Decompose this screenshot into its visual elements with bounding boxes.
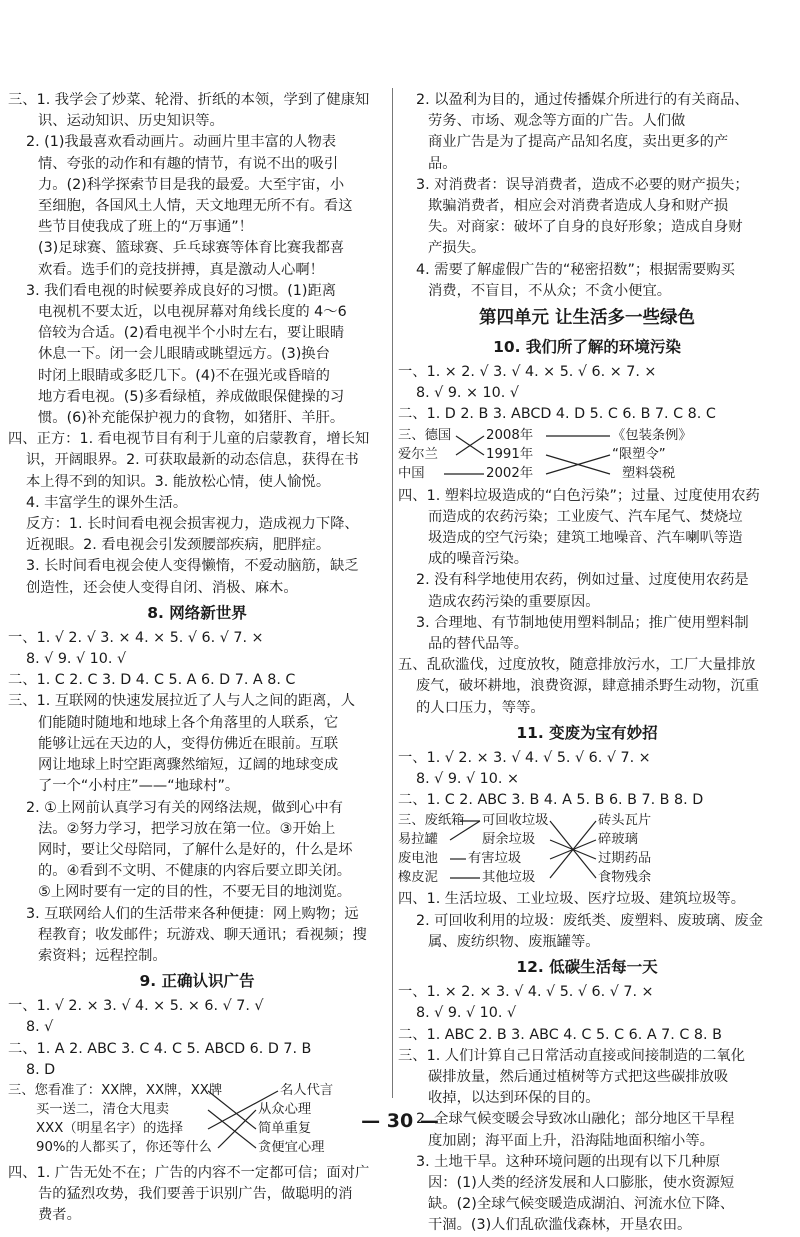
match-left-item: 中国 — [398, 465, 425, 481]
match-mid-item: 可回收垃圾 — [482, 813, 549, 829]
text-line: 四、正方：1. 看电视节目有利于儿童的启蒙教育，增长知 — [8, 431, 370, 448]
text-line: 创造性，还会使人变得自闭、消极、麻木。 — [26, 579, 298, 596]
text-line: 收掉，以达到环保的目的。 — [428, 1090, 600, 1107]
text-line: 能够让远在天边的人，变得仿佛近在眼前。互联 — [38, 735, 339, 752]
text-line: 惯。(6)补充能保护视力的食物，如猪肝、羊肝。 — [38, 410, 345, 427]
text-line: 消费，不盲目，不从众；不贪小便宜。 — [428, 282, 672, 299]
text-line: 2. 没有科学地使用农药，例如过量、过度使用农药是 — [416, 572, 749, 589]
match-lines — [398, 811, 776, 889]
text-line: 三、1. 我学会了炒菜、轮滑、折纸的本领，学到了健康知 — [8, 92, 370, 108]
text-line: 网时，要让父母陪同，了解什么是好的，什么是坏 — [38, 841, 353, 858]
answer-line: 8. √ 9. √ 10. √ — [26, 651, 127, 668]
answer-line: 8. √ 9. √ 10. × — [416, 771, 519, 788]
match-mid-item: 厨余垃圾 — [482, 832, 536, 848]
match-left-item: 易拉罐 — [398, 832, 438, 848]
text-line: 识、运动知识、历史知识等。 — [38, 113, 224, 130]
answer-line: 二、1. ABC 2. B 3. ABC 4. C 5. C 6. A 7. C 8. B — [398, 1026, 722, 1043]
text-line: 劳务、市场、观念等方面的广告。人们做 — [428, 113, 686, 130]
match-mid-item: 其他垃圾 — [482, 870, 536, 886]
answer-line: 8. √ 9. √ 10. √ — [416, 1005, 517, 1022]
match-left-item: 橡皮泥 — [398, 870, 438, 886]
text-line: 2. ①上网前认真学习有关的网络法规，做到心中有 — [26, 799, 343, 816]
lesson-title: 11. 变废为宝有妙招 — [516, 723, 658, 742]
text-line: 3. 长时间看电视会使人变得懒惰，不爱动脑筋，缺乏 — [26, 558, 359, 575]
lesson-title: 12. 低碳生活每一天 — [516, 958, 658, 977]
text-line: 商业广告是为了提高产品知名度，卖出更多的产 — [428, 134, 729, 151]
text-line: 三、1. 人们计算自己日常活动直接或间接制造的二氧化 — [398, 1047, 746, 1064]
text-line: 地方看电视。(5)多看绿植，养成做眼保健操的习 — [38, 388, 345, 405]
page-number: — 30 — — [361, 1110, 439, 1132]
match-left-item: 90%的人都买了，你还等什么 — [36, 1139, 212, 1155]
text-line: 产损失。 — [428, 240, 486, 257]
text-line: 欢看。选手们的竞技拼搏，真是激动人心啊！ — [38, 261, 324, 278]
answer-line: 8. D — [26, 1061, 56, 1078]
text-line: 2. 全球气候变暖会导致冰山融化；部分地区干旱程 — [416, 1111, 735, 1128]
text-line: 倍较为合适。(2)看电视半个小时左右，要让眼睛 — [38, 325, 345, 342]
text-line: 度加剧；海平面上升，沿海陆地面积缩小等。 — [428, 1132, 714, 1149]
text-line: 反方：1. 长时间看电视会损害视力，造成视力下降、 — [26, 516, 359, 533]
text-line: 3. 土地干旱。这种环境问题的出现有以下几种原 — [416, 1153, 721, 1170]
right-column — [398, 90, 776, 1237]
text-line: 力。(2)科学探索节目是我的最爱。大至宇宙，小 — [38, 176, 345, 193]
lesson-title: 9. 正确认识广告 — [139, 972, 255, 991]
text-line: 干涸。(3)人们乱砍滥伐森林，开垦农田。 — [428, 1217, 692, 1234]
answer-line: 二、1. A 2. ABC 3. C 4. C 5. ABCD 6. D 7. B — [8, 1040, 312, 1057]
text-line: 圾造成的空气污染；建筑工地噪音、汽车喇叭等造 — [428, 530, 743, 547]
text-line: 电视机不要太近，以电视屏幕对角线长度的 4～6 — [38, 304, 347, 321]
text-line: 程教育；收发邮件；玩游戏、聊天通讯；看视频；搜 — [38, 926, 367, 943]
match-right-item: “限塑令” — [612, 446, 666, 462]
text-line: 而造成的农药污染；工业废气、汽车尾气、焚烧垃 — [428, 508, 743, 525]
text-line: (3)足球赛、篮球赛、乒乓球赛等体育比赛我都喜 — [38, 240, 345, 257]
text-line: 2. 以盈利为目的，通过传播媒介所进行的有关商品、 — [416, 92, 749, 108]
column-divider — [392, 88, 393, 1098]
match-left-item: 三、您看准了：XX牌，XX牌，XX牌 — [8, 1082, 223, 1098]
answer-line: 二、1. C 2. ABC 3. B 4. A 5. B 6. B 7. B 8. D — [398, 792, 704, 809]
text-line: 3. 互联网给人们的生活带来各种便捷：网上购物；远 — [26, 905, 359, 922]
text-line: 品。 — [428, 155, 457, 172]
answer-line: 8. √ 9. × 10. √ — [416, 385, 519, 402]
match-left-item: XXX（明星名字）的选择 — [36, 1120, 183, 1136]
text-line: ⑤上网时要有一定的目的性，不要无目的地浏览。 — [38, 884, 352, 901]
match-right-item: 贪便宜心理 — [258, 1139, 325, 1155]
text-line: 失。对商家：破坏了自身的良好形象；造成自身财 — [428, 219, 743, 236]
text-line: 四、1. 生活垃圾、工业垃圾、医疗垃圾、建筑垃圾等。 — [398, 891, 746, 908]
text-line: 造成农药污染的重要原因。 — [428, 593, 600, 610]
text-line: 情、夸张的动作和有趣的情节，有说不出的吸引 — [38, 155, 339, 172]
text-line: 了一个“小村庄”——“地球村”。 — [38, 778, 240, 795]
matching-exercise — [398, 426, 776, 486]
text-line: 品的替代品等。 — [428, 636, 529, 653]
text-line: 2. 可回收利用的垃圾：废纸类、废塑料、废玻璃、废金 — [416, 912, 764, 929]
text-line: 时闭上眼睛或多眨几下。(4)不在强光或昏暗的 — [38, 367, 330, 384]
matching-exercise — [398, 811, 776, 889]
match-mid-item: 有害垃圾 — [468, 851, 522, 867]
text-line: 欺骗消费者，相应会对消费者造成人身和财产损 — [428, 198, 729, 215]
match-right-item: 砖头瓦片 — [598, 813, 652, 829]
answer-line: 一、1. √ 2. √ 3. × 4. × 5. √ 6. √ 7. × — [8, 629, 264, 646]
match-left-item: 买一送二，清仓大甩卖 — [36, 1101, 169, 1117]
match-left-item: 爱尔兰 — [398, 446, 438, 462]
text-line: 的人口压力，等等。 — [416, 699, 545, 716]
text-line: 3. 合理地、有节制地使用塑料制品；推广使用塑料制 — [416, 614, 749, 631]
text-line: 2. (1)我最喜欢看动画片。动画片里丰富的人物表 — [26, 134, 337, 151]
match-mid-item: 2008年 — [486, 427, 534, 443]
text-line: 网让地球上时空距离骤然缩短，辽阔的地球变成 — [38, 757, 339, 774]
left-column — [8, 90, 386, 1227]
answer-line: 一、1. √ 2. × 3. √ 4. × 5. × 6. √ 7. √ — [8, 998, 264, 1015]
text-line: 3. 我们看电视的时候要养成良好的习惯。(1)距离 — [26, 282, 337, 299]
text-line: 四、1. 塑料垃圾造成的“白色污染”；过量、过度使用农药 — [398, 487, 760, 504]
text-line: 属、废纺织物、废瓶罐等。 — [428, 933, 600, 950]
match-mid-item: 1991年 — [486, 446, 534, 462]
text-line: 些节目使我成了班上的“万事通”！ — [38, 219, 253, 236]
text-line: 休息一下。闭一会儿眼睛或眺望远方。(3)换台 — [38, 346, 330, 363]
match-mid-item: 2002年 — [486, 465, 534, 481]
text-line: 告的猛烈攻势，我们要善于识别广告，做聪明的消 — [38, 1186, 353, 1203]
match-right-item: 《包装条例》 — [612, 427, 692, 443]
match-right-item: 食物残余 — [598, 870, 652, 886]
text-line: 五、乱砍滥伐，过度放牧，随意排放污水，工厂大量排放 — [398, 657, 756, 674]
text-line: 至细胞，各国风土人情，天文地理无所不有。看这 — [38, 198, 353, 215]
match-line — [450, 821, 480, 840]
text-line: 4. 丰富学生的课外生活。 — [26, 494, 188, 511]
match-right-item: 从众心理 — [258, 1101, 312, 1117]
text-line: 四、1. 广告无处不在；广告的内容不一定都可信；面对广 — [8, 1164, 370, 1181]
answer-line: 8. √ — [26, 1019, 54, 1036]
text-line: 3. 对消费者：误导消费者，造成不必要的财产损失； — [416, 176, 749, 193]
lesson-title: 10. 我们所了解的环境污染 — [493, 338, 681, 357]
text-line: 法。②努力学习，把学习放在第一位。③开始上 — [38, 820, 336, 837]
lesson-title: 8. 网络新世界 — [147, 603, 247, 622]
text-line: 索资料；远程控制。 — [38, 947, 167, 964]
match-right-item: 名人代言 — [280, 1082, 334, 1098]
text-line: 废气，破坏耕地，浪费资源，肆意捕杀野生动物，沉重 — [416, 678, 760, 695]
answer-line: 一、1. × 2. × 3. √ 4. √ 5. √ 6. √ 7. × — [398, 984, 654, 1001]
match-right-item: 碎玻璃 — [598, 832, 638, 848]
match-left-item: 三、德国 — [398, 427, 452, 443]
answer-line: 二、1. C 2. C 3. D 4. C 5. A 6. D 7. A 8. C — [8, 672, 296, 689]
text-line: 成的噪音污染。 — [428, 551, 529, 568]
match-left-item: 三、废纸箱 — [398, 813, 465, 829]
text-line: 费者。 — [38, 1207, 81, 1224]
text-line: 本上得不到的知识。3. 能放松心情，使人愉悦。 — [26, 473, 331, 490]
text-line: 缺。(2)全球气候变暖造成湖泊、河流水位下降、 — [428, 1196, 735, 1213]
text-line: 三、1. 互联网的快速发展拉近了人与人之间的距离，人 — [8, 693, 356, 710]
match-left-item: 废电池 — [398, 851, 438, 867]
text-line: 近视眼。2. 看电视会引发颈腰部疾病，肥胖症。 — [26, 537, 331, 554]
text-line: 碳排放量，然后通过植树等方式把这些碳排放吸 — [428, 1068, 729, 1085]
answer-line: 一、1. × 2. √ 3. √ 4. × 5. √ 6. × 7. × — [398, 364, 657, 381]
answer-line: 一、1. √ 2. × 3. √ 4. √ 5. √ 6. √ 7. × — [398, 749, 651, 766]
answer-line: 二、1. D 2. B 3. ABCD 4. D 5. C 6. B 7. C 8. C — [398, 406, 716, 423]
text-line: 4. 需要了解虚假广告的“秘密招数”；根据需要购买 — [416, 261, 735, 278]
text-line: 因：(1)人类的经济发展和人口膨胀，使水资源短 — [428, 1174, 735, 1191]
text-line: 们能随时随地和地球上各个角落里的人联系，它 — [38, 714, 339, 731]
unit-title: 第四单元 让生活多一些绿色 — [478, 308, 696, 329]
match-right-item: 过期药品 — [598, 851, 652, 867]
text-line: 识，开阔眼界。2. 可获取最新的动态信息，获得在书 — [26, 452, 359, 469]
match-right-item: 塑料袋税 — [622, 465, 676, 481]
match-right-item: 简单重复 — [258, 1120, 312, 1136]
match-lines — [398, 426, 776, 486]
text-line: 的。④看到不文明、不健康的内容后要立即关闭。 — [38, 863, 352, 880]
